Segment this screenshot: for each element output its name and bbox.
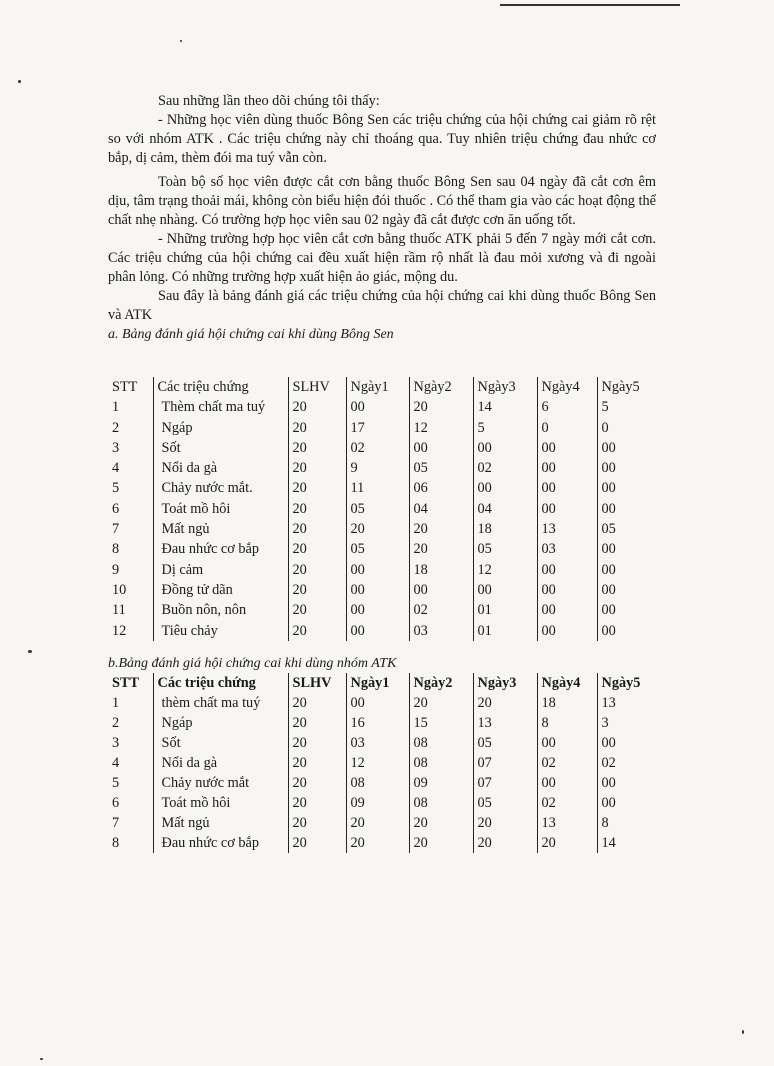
symptom-cell: Đau nhức cơ bắp <box>153 539 288 559</box>
table-cell: 16 <box>346 713 409 733</box>
table-cell: 8 <box>597 813 656 833</box>
table-cell: 04 <box>409 499 473 519</box>
table-cell: 00 <box>537 499 597 519</box>
table-row <box>108 560 656 580</box>
table-cell: 07 <box>473 773 537 793</box>
table-cell: 05 <box>473 733 537 753</box>
speck <box>742 1030 744 1034</box>
page-top-rule <box>500 4 680 6</box>
table-cell: 01 <box>473 600 537 620</box>
table-cell: 1 <box>112 694 120 711</box>
table-cell: 20 <box>346 813 409 833</box>
table-cell: 09 <box>346 793 409 813</box>
table-cell: 00 <box>537 458 597 478</box>
table-cell: 3 <box>112 734 120 751</box>
table-cell: 20 <box>288 418 346 438</box>
document-page <box>108 92 656 853</box>
table-cell: 03 <box>409 621 473 641</box>
table-cell: 9 <box>112 561 120 578</box>
table-cell: 03 <box>537 539 597 559</box>
table-cell: 11 <box>346 478 409 498</box>
table-cell: 20 <box>288 793 346 813</box>
bong-sen-observation: - Những học viên dùng thuốc Bông Sen các triệu chứng của hội chứng cai giảm rõ rệt so với nhóm ATK . Các triệu chứng này chỉ thoáng qua. Tuy nhiên triệu chứng đau nhức cơ bắp, dị cảm, thèm đói ma tuý vẫn còn. <box>108 112 656 166</box>
table-cell: 00 <box>537 438 597 458</box>
table-cell: 8 <box>112 834 120 851</box>
table-cell: 00 <box>597 478 656 498</box>
intro-paragraph: Sau những lần theo dõi chúng tôi thấy: <box>158 93 380 109</box>
speck <box>40 1058 43 1060</box>
table-b-caption: b.Bảng đánh giá hội chứng cai khi dùng nhóm ATK <box>108 655 397 671</box>
table-cell: 00 <box>597 600 656 620</box>
symptom-cell: Tiêu chảy <box>153 621 288 641</box>
table-row <box>108 713 656 733</box>
table-cell: 05 <box>473 539 537 559</box>
table-cell: 20 <box>288 621 346 641</box>
table-cell: 6 <box>112 794 120 811</box>
table-cell: 00 <box>346 397 409 417</box>
table-cell: 1 <box>112 399 120 416</box>
table-cell: 8 <box>112 541 120 558</box>
table-cell: 20 <box>473 833 537 853</box>
table-cell: 14 <box>473 397 537 417</box>
table-cell: 13 <box>473 713 537 733</box>
table-row <box>108 753 656 773</box>
table-cell: 00 <box>346 560 409 580</box>
table-cell: 00 <box>597 539 656 559</box>
table-cell: 12 <box>346 753 409 773</box>
column-header: Ngày5 <box>597 377 656 397</box>
table-cell: 01 <box>473 621 537 641</box>
atk-table <box>108 673 656 853</box>
column-header: Các triệu chứng <box>153 673 288 693</box>
table-row <box>108 499 656 519</box>
table-cell: 0 <box>597 418 656 438</box>
table-cell: 14 <box>597 833 656 853</box>
table-cell: 11 <box>112 602 126 619</box>
symptom-cell: Ngáp <box>153 418 288 438</box>
table-cell: 4 <box>112 754 120 771</box>
table-cell: 09 <box>409 773 473 793</box>
table-cell: 08 <box>409 753 473 773</box>
table-cell: 20 <box>288 600 346 620</box>
column-header: Ngày4 <box>537 673 597 693</box>
table-cell: 13 <box>537 519 597 539</box>
table-cell: 20 <box>288 499 346 519</box>
table-cell: 20 <box>409 539 473 559</box>
table-cell: 12 <box>409 418 473 438</box>
table-cell: 5 <box>597 397 656 417</box>
table-cell: 20 <box>409 693 473 713</box>
table-cell: 00 <box>537 773 597 793</box>
tables-intro: Sau đây là bảng đánh giá các triệu chứng của hội chứng cai khi dùng thuốc Bông Sen và ATK <box>108 288 656 323</box>
atk-observation: - Những trường hợp học viên cắt cơn bằng thuốc ATK phải 5 đến 7 ngày mới cắt cơn. Các triệu chứng của hội chứng cai đều xuất hiện rầm rộ nhất là đau mỏi xương và đi ngoài phân lỏng. Có những trường hợp xuất hiện ảo giác, mộng du. <box>108 231 656 285</box>
table-cell: 05 <box>473 793 537 813</box>
table-cell: 3 <box>112 439 120 456</box>
column-header: Ngày4 <box>537 377 597 397</box>
table-row <box>108 793 656 813</box>
table-cell: 20 <box>409 397 473 417</box>
table-row <box>108 478 656 498</box>
column-header: Ngày1 <box>346 673 409 693</box>
table-cell: 12 <box>112 622 127 639</box>
table-cell: 20 <box>288 813 346 833</box>
table-cell: 08 <box>409 793 473 813</box>
table-cell: 6 <box>537 397 597 417</box>
table-cell: 20 <box>288 733 346 753</box>
table-cell: 20 <box>288 833 346 853</box>
table-cell: 20 <box>288 478 346 498</box>
table-cell: 06 <box>409 478 473 498</box>
table-row <box>108 519 656 539</box>
table-cell: 02 <box>597 753 656 773</box>
table-cell: 00 <box>409 580 473 600</box>
table-cell: 12 <box>473 560 537 580</box>
symptom-cell: Toát mồ hôi <box>153 499 288 519</box>
table-cell: 20 <box>288 753 346 773</box>
table-cell: 05 <box>409 458 473 478</box>
column-header: Ngày3 <box>473 377 537 397</box>
table-cell: 5 <box>112 480 120 497</box>
table-row <box>108 580 656 600</box>
table-cell: 00 <box>409 438 473 458</box>
table-cell: 00 <box>597 560 656 580</box>
table-cell: 2 <box>112 714 120 731</box>
column-header: Các triệu chứng <box>153 377 288 397</box>
column-header: STT <box>112 379 138 395</box>
table-cell: 00 <box>597 621 656 641</box>
table-cell: 20 <box>409 813 473 833</box>
symptom-cell: Nổi da gà <box>153 458 288 478</box>
bong-sen-result: Toàn bộ số học viên được cắt cơn bằng thuốc Bông Sen sau 04 ngày đã cắt cơn êm dịu, tâm trạng thoải mái, không còn biểu hiện đói thuốc . Có thể tham gia vào các hoạt động thể chất nhẹ nhàng. Có trường hợp học viên sau 02 ngày đã cắt được cơn ăn uống tốt. <box>108 174 656 228</box>
table-cell: 6 <box>112 500 120 517</box>
symptom-cell: thèm chất ma tuý <box>153 693 288 713</box>
symptom-cell: Mất ngủ <box>153 519 288 539</box>
table-cell: 18 <box>473 519 537 539</box>
column-header: Ngày5 <box>597 673 656 693</box>
table-cell: 0 <box>537 418 597 438</box>
table-cell: 05 <box>346 539 409 559</box>
symptom-cell: Dị cảm <box>153 560 288 580</box>
table-cell: 7 <box>112 521 120 538</box>
table-cell: 7 <box>112 814 120 831</box>
table-cell: 02 <box>537 793 597 813</box>
symptom-cell: Sốt <box>153 733 288 753</box>
table-cell: 00 <box>537 600 597 620</box>
table-cell: 17 <box>346 418 409 438</box>
table-cell: 15 <box>409 713 473 733</box>
table-cell: 20 <box>288 693 346 713</box>
bong-sen-table <box>108 377 656 641</box>
table-cell: 13 <box>537 813 597 833</box>
table-cell: 00 <box>597 580 656 600</box>
table-cell: 3 <box>597 713 656 733</box>
table-cell: 8 <box>537 713 597 733</box>
table-cell: 03 <box>346 733 409 753</box>
table-row <box>108 600 656 620</box>
table-row <box>108 438 656 458</box>
table-header-row <box>108 377 656 397</box>
symptom-cell: Chảy nước mắt <box>153 773 288 793</box>
table-cell: 00 <box>597 773 656 793</box>
column-header: SLHV <box>288 673 346 693</box>
table-cell: 04 <box>473 499 537 519</box>
table-cell: 20 <box>288 539 346 559</box>
table-cell: 00 <box>537 478 597 498</box>
table-row <box>108 458 656 478</box>
table-cell: 2 <box>112 419 120 436</box>
table-cell: 00 <box>597 733 656 753</box>
table-row <box>108 833 656 853</box>
table-cell: 02 <box>537 753 597 773</box>
table-cell: 00 <box>346 600 409 620</box>
symptom-cell: Đau nhức cơ bắp <box>153 833 288 853</box>
table-cell: 10 <box>112 581 127 598</box>
table-cell: 20 <box>409 519 473 539</box>
table-cell: 20 <box>473 813 537 833</box>
column-header: SLHV <box>288 377 346 397</box>
table-cell: 4 <box>112 460 120 477</box>
speck <box>180 40 182 42</box>
table-row <box>108 539 656 559</box>
symptom-cell: Đồng tử dãn <box>153 580 288 600</box>
table-cell: 00 <box>597 793 656 813</box>
table-cell: 20 <box>288 397 346 417</box>
table-row <box>108 418 656 438</box>
table-cell: 05 <box>597 519 656 539</box>
symptom-cell: Chảy nước mắt. <box>153 478 288 498</box>
table-row <box>108 813 656 833</box>
table-cell: 9 <box>346 458 409 478</box>
column-header: STT <box>112 674 140 691</box>
table-cell: 00 <box>597 438 656 458</box>
table-a-caption: a. Bảng đánh giá hội chứng cai khi dùng Bông Sen <box>108 327 394 342</box>
table-cell: 00 <box>597 458 656 478</box>
table-cell: 18 <box>409 560 473 580</box>
table-cell: 00 <box>537 621 597 641</box>
table-cell: 20 <box>288 438 346 458</box>
table-cell: 20 <box>288 560 346 580</box>
column-header: Ngày1 <box>346 377 409 397</box>
table-cell: 20 <box>288 580 346 600</box>
table-cell: 00 <box>597 499 656 519</box>
table-cell: 05 <box>346 499 409 519</box>
symptom-cell: Thèm chất ma tuý <box>153 397 288 417</box>
table-cell: 00 <box>537 733 597 753</box>
table-header-row <box>108 673 656 693</box>
table-cell: 20 <box>288 713 346 733</box>
table-cell: 00 <box>346 693 409 713</box>
column-header: Ngày2 <box>409 673 473 693</box>
symptom-cell: Mất ngủ <box>153 813 288 833</box>
table-cell: 5 <box>112 774 120 791</box>
table-cell: 02 <box>473 458 537 478</box>
table-row <box>108 621 656 641</box>
symptom-cell: Toát mồ hôi <box>153 793 288 813</box>
column-header: Ngày2 <box>409 377 473 397</box>
table-row <box>108 693 656 713</box>
table-row <box>108 397 656 417</box>
table-cell: 20 <box>473 693 537 713</box>
table-row <box>108 733 656 753</box>
table-cell: 20 <box>288 773 346 793</box>
symptom-cell: Ngáp <box>153 713 288 733</box>
table-cell: 00 <box>537 580 597 600</box>
table-cell: 00 <box>346 580 409 600</box>
table-cell: 13 <box>597 693 656 713</box>
symptom-cell: Sốt <box>153 438 288 458</box>
table-cell: 02 <box>346 438 409 458</box>
table-cell: 00 <box>473 438 537 458</box>
table-cell: 20 <box>537 833 597 853</box>
table-cell: 00 <box>346 621 409 641</box>
table-cell: 00 <box>473 580 537 600</box>
table-cell: 00 <box>473 478 537 498</box>
table-cell: 20 <box>409 833 473 853</box>
symptom-cell: Buồn nôn, nôn <box>153 600 288 620</box>
table-cell: 08 <box>346 773 409 793</box>
table-cell: 20 <box>346 519 409 539</box>
column-header: Ngày3 <box>473 673 537 693</box>
table-cell: 20 <box>288 519 346 539</box>
table-cell: 20 <box>346 833 409 853</box>
table-cell: 07 <box>473 753 537 773</box>
table-row <box>108 773 656 793</box>
table-cell: 18 <box>537 693 597 713</box>
table-cell: 00 <box>537 560 597 580</box>
speck <box>28 650 32 653</box>
symptom-cell: Nổi da gà <box>153 753 288 773</box>
table-cell: 5 <box>473 418 537 438</box>
speck <box>18 80 21 83</box>
table-cell: 08 <box>409 733 473 753</box>
table-cell: 20 <box>288 458 346 478</box>
table-cell: 02 <box>409 600 473 620</box>
